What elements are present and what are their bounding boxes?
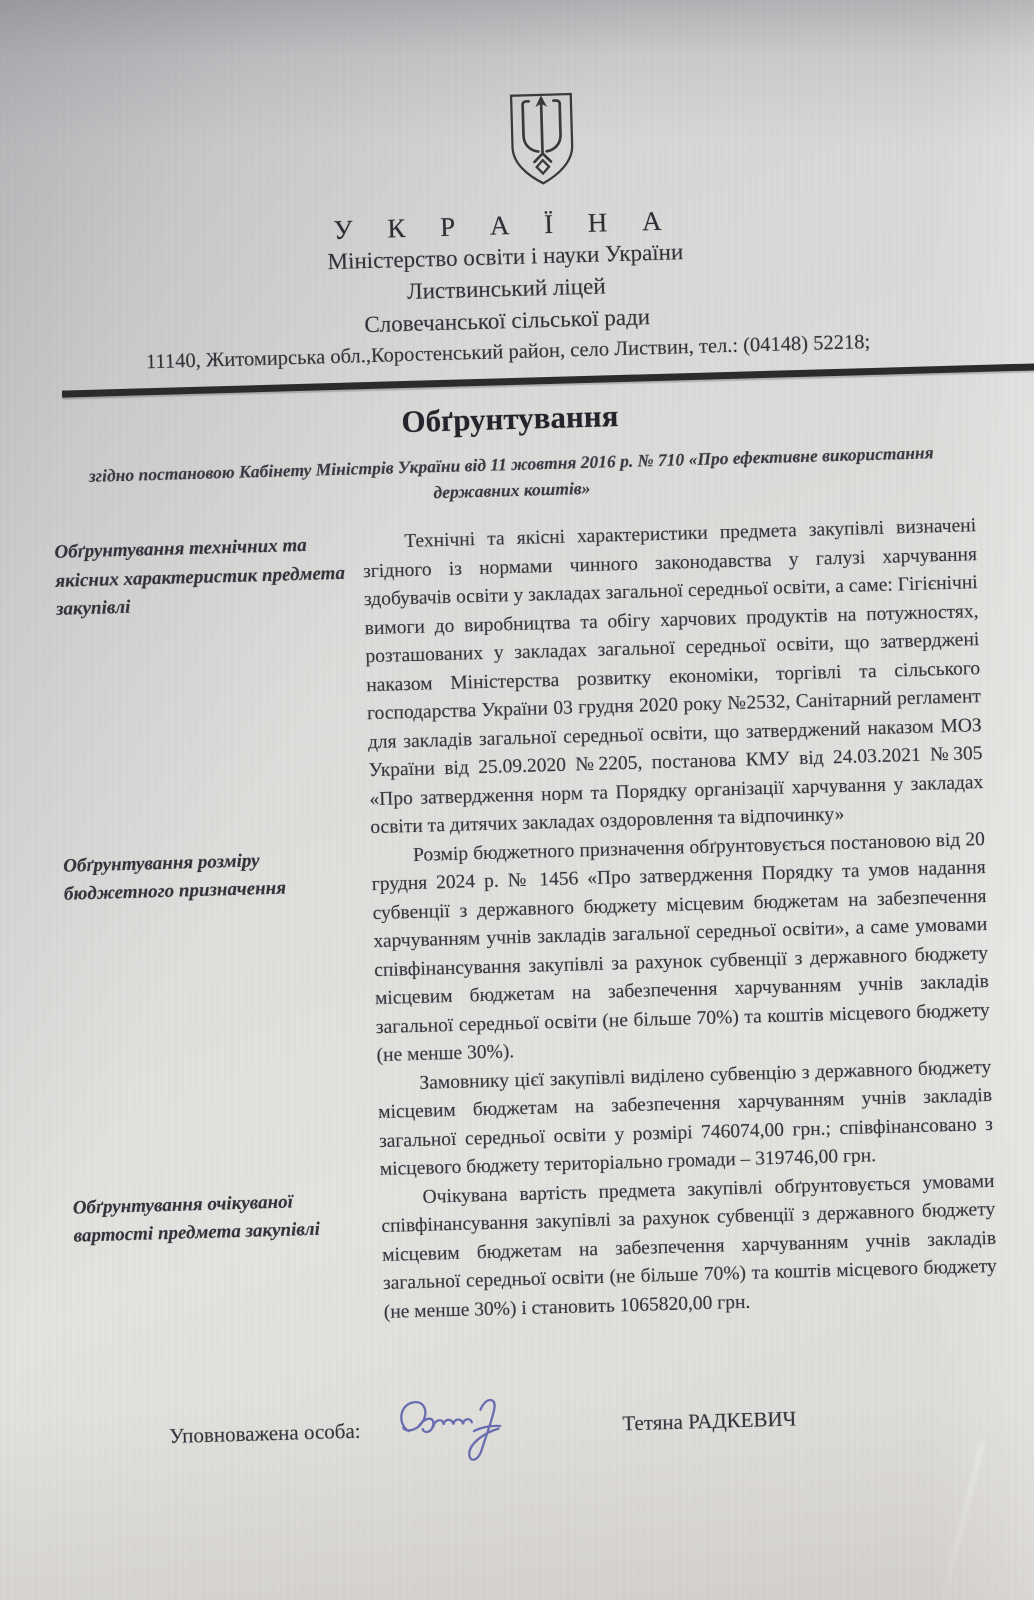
address-line: 11140, Житомирська обл.,Коростенський район, село Листвин, тел.: (04148) 52218; xyxy=(145,331,871,374)
handwritten-signature xyxy=(381,1375,534,1475)
justification-sections xyxy=(54,512,998,1335)
section-paragraph: Технічні та якісні характеристики предмета закупівлі визначені згідного із нормами чинного законодавства у галузі харчування здобувачів освіти у закладах загальної середньої освіти, а саме: Гігієнічні вимоги до виробництва та обігу харчових продуктів на потужностях, розташованих у закладах загальної середньої освіти, що затверджені наказом Міністерства розвитку економіки, торгівлі та сільського господарства України 03 грудня 2020 року №2532, Санітарний регламент для закладів загальної середньої освіти, що затверджений наказом МОЗ України від 25.09.2020 №2205, постанова КМУ від 24.03.2021 №305 «Про затвердження норм та Порядку організації харчування у закладах освіти та дитячих закладах оздоровлення та відпочинку» xyxy=(362,515,984,839)
council-line: Словечанської сільської ради xyxy=(364,304,651,338)
letterhead xyxy=(0,0,1025,379)
authorized-person-name: Тетяна РАДКЕВИЧ xyxy=(622,1405,797,1435)
section-paragraph: Замовнику цієї закупівлі виділено субвенцію з державного бюджету місцевим бюджетам на забезпечення харчуванням учнів закладів загальної середньої освіти у розмірі 746074,00 грн.; співфінансовано з місцевого бюджету територіально громади – 319746,00 грн. xyxy=(377,1056,994,1181)
school-name-line: Листвинський ліцей xyxy=(406,273,606,304)
section-budget-size xyxy=(63,826,994,1194)
signature-block xyxy=(20,1366,1034,1485)
section-expected-value xyxy=(72,1167,998,1335)
ukraine-trident-emblem-icon xyxy=(505,90,580,188)
section-body xyxy=(362,512,985,843)
section-label: Обґрунтування очікуваної вартості предмета закупівлі xyxy=(72,1190,321,1247)
document-title: Обґрунтування xyxy=(401,398,619,440)
section-paragraph: Очікувана вартість предмета закупівлі обґрунтовується умовами співфінансування закупівлі за рахунок субвенції з державного бюджету місцевим бюджетам на забезпечення харчуванням учнів закладів загальної середньої освіти (не більше 70%) та коштів місцевого бюджету (не менше 30%) і становить 1065820,00 грн. xyxy=(381,1170,998,1323)
document-subtitle: згідно постановою Кабінету Міністрів України від 11 жовтня 2016 р. № 710 «Про ефективне використання державних коштів» xyxy=(88,442,934,503)
country-name: У К Р А Ї Н А xyxy=(333,205,676,245)
section-body xyxy=(371,826,994,1185)
section-body xyxy=(380,1167,998,1327)
section-label: Обґрунтування технічних та якісних характеристик предмета закупівлі xyxy=(54,534,346,620)
section-paragraph: Розмір бюджетного призначення обґрунтовується постановою від 20 грудня 2024 р. № 1456 «Про затвердження Порядку та умов надання субвенції з державного бюджету місцевим бюджетам на забезпечення харчуванням учнів закладів загальної середньої освіти», а саме умовами співфінансування закупівлі за рахунок субвенції з державного бюджету місцевим бюджетам на забезпечення харчуванням учнів закладів загальної середньої освіти (не більше 70%) та коштів місцевого бюджету (не менше 30%). xyxy=(371,828,990,1067)
section-label: Обґрунтування розміру бюджетного призначення xyxy=(62,849,287,905)
authorized-person-label: Уповноважена особа: xyxy=(168,1418,361,1448)
section-technical-characteristics xyxy=(54,512,984,851)
ministry-line: Міністерство освіти і науки України xyxy=(327,239,684,275)
